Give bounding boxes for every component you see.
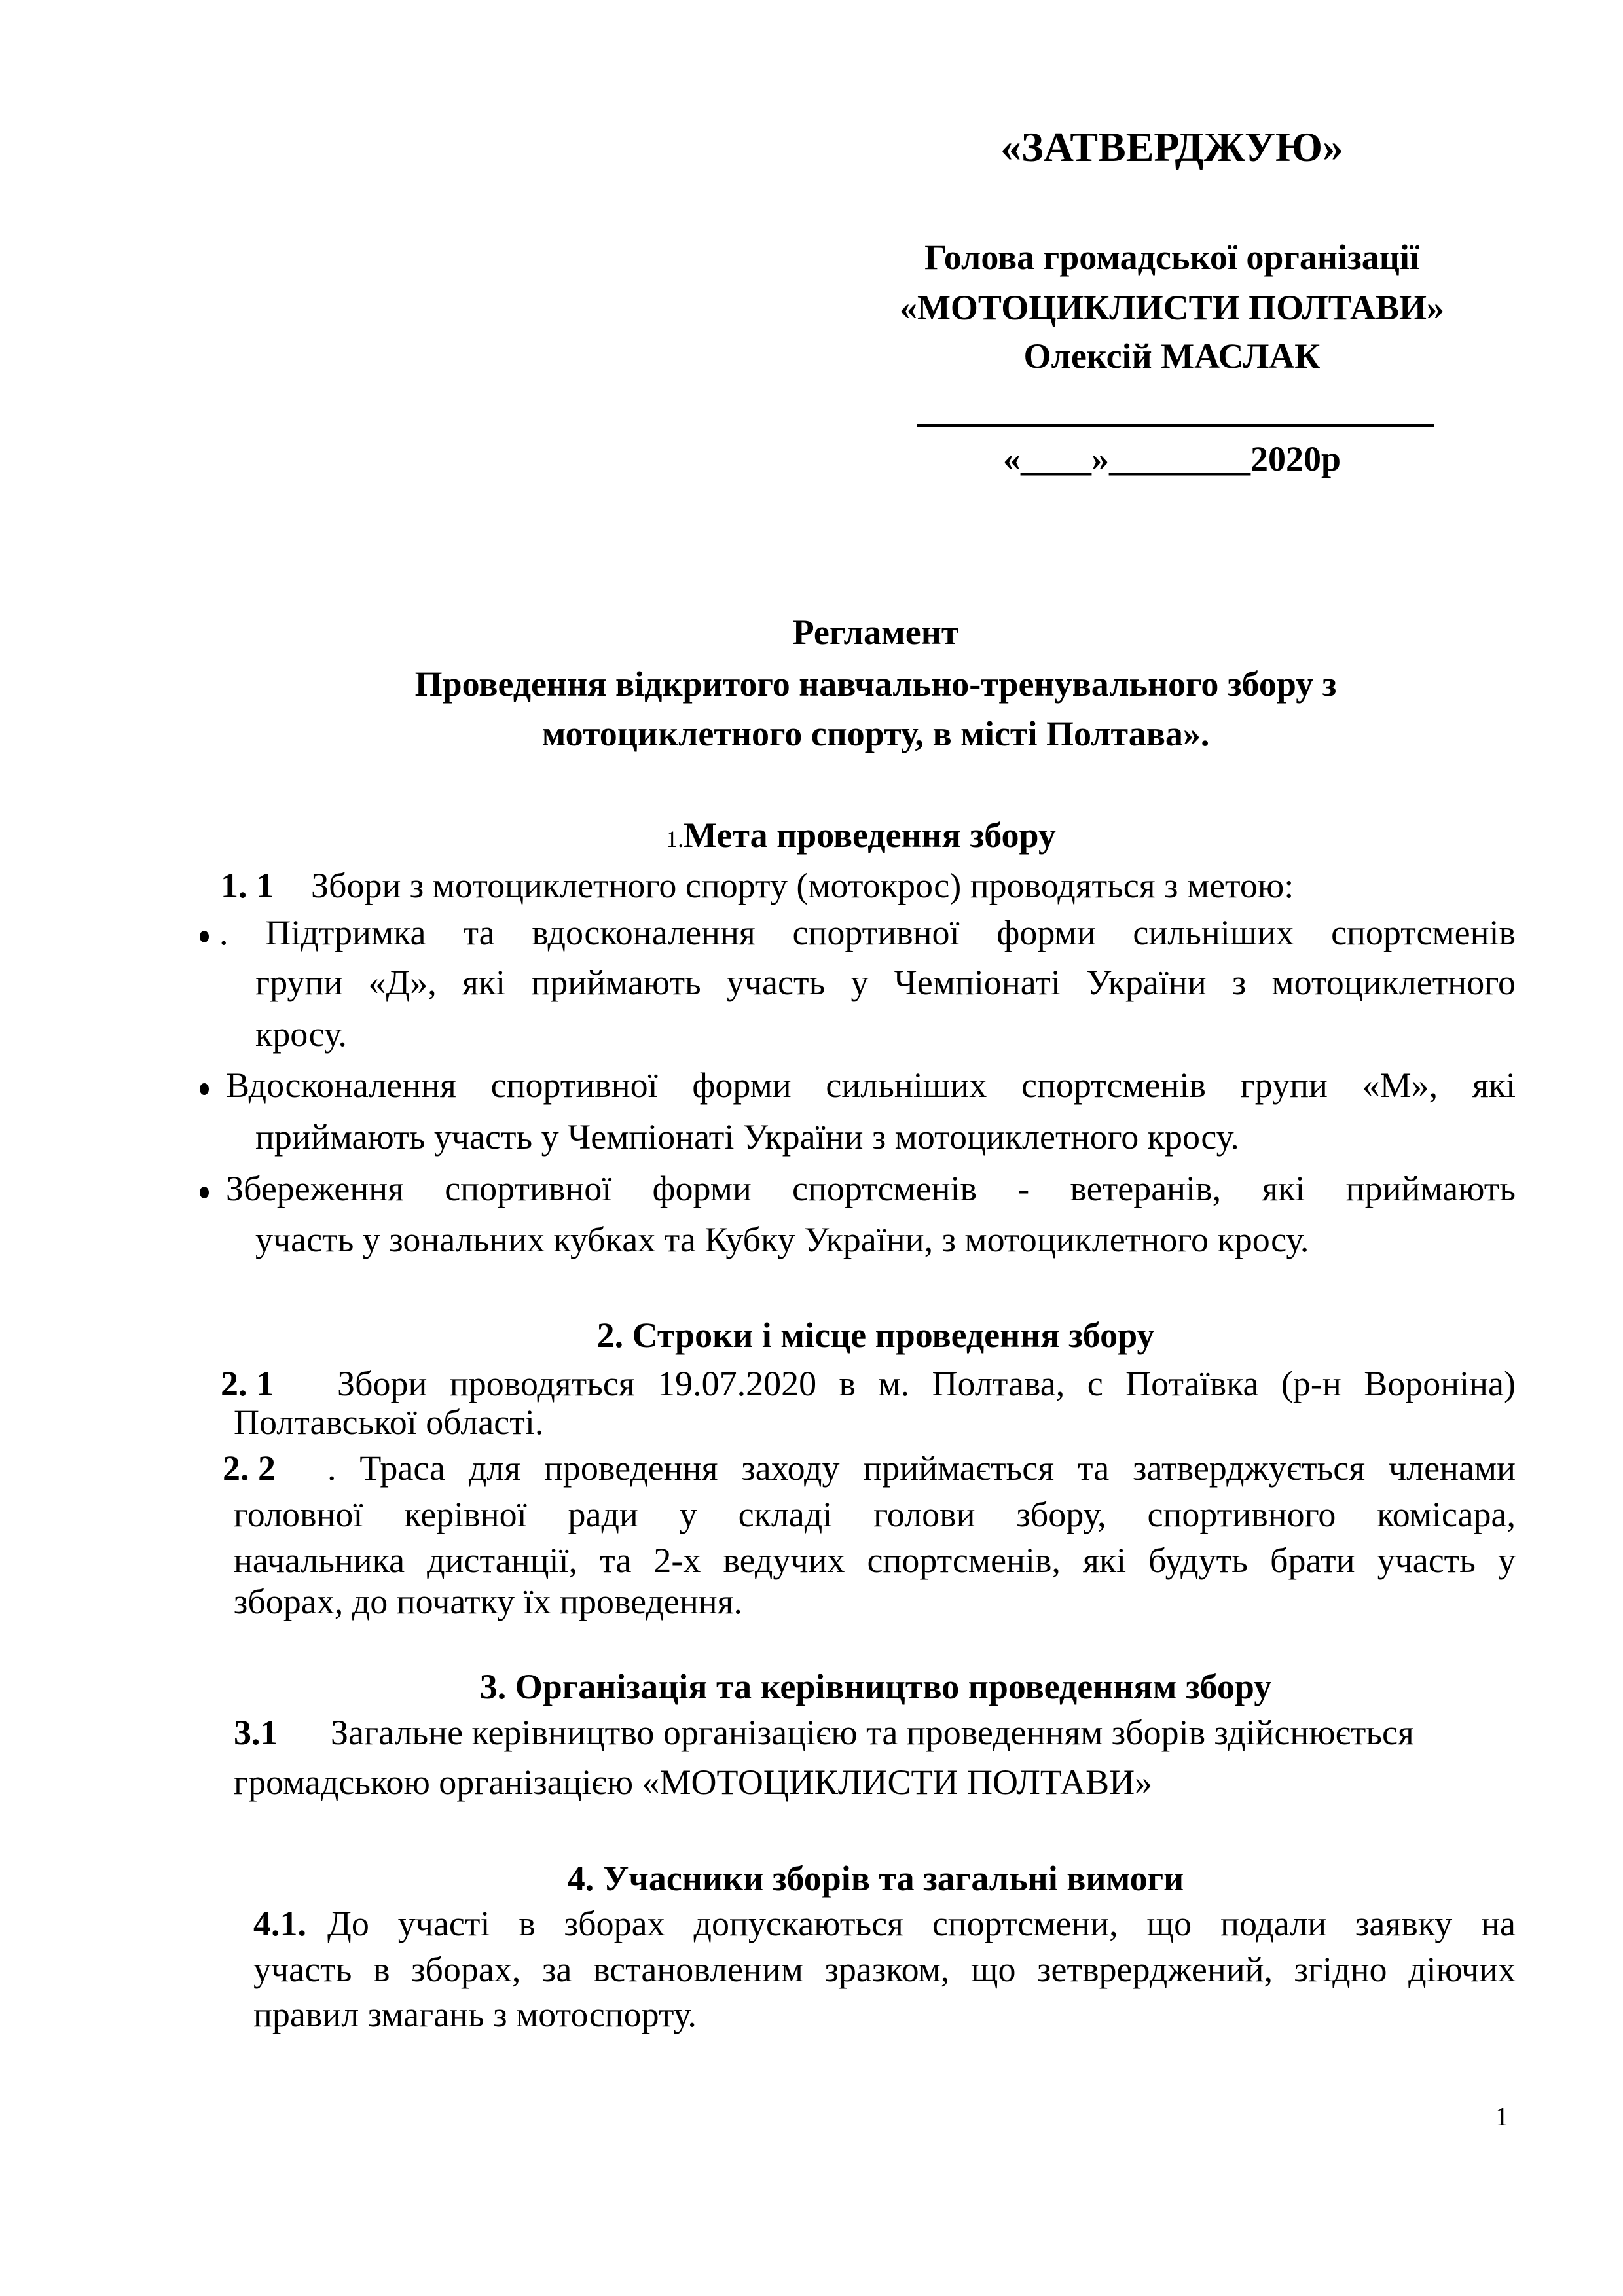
paragraph-2-2-line-4: зборах, до початку їх проведення. (234, 1582, 742, 1621)
paragraph-2-2-number: 2. 2 (223, 1448, 276, 1488)
bullet-1-line-2: групи «Д», які приймають участь у Чемпіонаті України з мотоциклетного (255, 963, 1516, 1002)
document-subtitle-2: мотоциклетного спорту, в місті Полтава». (541, 714, 1210, 753)
bullet-2-line-1: Вдосконалення спортивної форми сильніших спортсменів групи «М», які (226, 1066, 1516, 1105)
document-subtitle-1: Проведення відкритого навчально-тренувального збору з (414, 664, 1337, 704)
paragraph-2-1-line-2: Полтавської області. (234, 1403, 544, 1442)
section-4-heading: 4. Учасники зборів та загальні вимоги (567, 1859, 1184, 1898)
paragraph-1-1-number: 1. 1 (221, 866, 274, 905)
section-1-title: Мета проведення збору (684, 816, 1056, 855)
section-1-heading (196, 810, 1525, 861)
paragraph-4-1-number: 4.1. (253, 1904, 306, 1943)
approval-organization: «МОТОЦИКЛИСТИ ПОЛТАВИ» (899, 288, 1445, 327)
section-1-number: 1. (666, 826, 684, 852)
bullet-icon (200, 907, 214, 958)
bullet-1-line-1: . Підтримка та вдосконалення спортивної форми сильніших спортсменів (219, 913, 1516, 952)
paragraph-3-1-number: 3.1 (234, 1713, 278, 1752)
paragraph-2-2-line-1: . Траса для проведення заходу приймається та затверджується членами (327, 1448, 1516, 1488)
approval-title: «ЗАТВЕРДЖУЮ» (1000, 124, 1344, 170)
approval-name: Олексій МАСЛАК (1023, 336, 1321, 376)
paragraph-4-1-line-1: До участі в зборах допускаються спортсмени, що подали заявку на (327, 1904, 1516, 1943)
paragraph-2-2-line-3: начальника дистанції, та 2-х ведучих спортсменів, які будуть брати участь у (234, 1541, 1516, 1580)
section-3-heading: 3. Організація та керівництво проведенням збору (479, 1667, 1272, 1706)
approval-position: Голова громадської організації (924, 238, 1419, 277)
bullet-3-line-2: участь у зональних кубках та Кубку України, з мотоциклетного кросу. (255, 1220, 1309, 1259)
paragraph-3-1-line-1: Загальне керівництво організацією та проведенням зборів здійснюється (331, 1713, 1414, 1752)
paragraph-2-1-line-1: Збори проводяться 19.07.2020 в м. Полтава, с Потаївка (р-н Вороніна) (337, 1364, 1516, 1403)
bullet-icon (200, 1163, 214, 1214)
document-title: Регламент (792, 613, 959, 652)
paragraph-3-1-line-2: громадською організацією «МОТОЦИКЛИСТИ ПОЛТАВИ» (234, 1763, 1153, 1802)
section-2-heading: 2. Строки і місце проведення збору (596, 1316, 1155, 1355)
paragraph-2-2-line-2: головної керівної ради у складі голови збору, спортивного комісара, (234, 1495, 1516, 1534)
bullet-2-line-2: приймають участь у Чемпіонаті України з мотоциклетного кросу. (255, 1117, 1239, 1157)
bullet-1-line-3: кросу. (255, 1014, 347, 1054)
paragraph-2-1-number: 2. 1 (221, 1364, 274, 1403)
page-number: 1 (1495, 2102, 1508, 2131)
paragraph-1-1-text: Збори з мотоциклетного спорту (мотокрос) проводяться з метою: (311, 866, 1294, 905)
paragraph-4-1-line-3: правил змагань з мотоспорту. (253, 1995, 697, 2034)
approval-date: «____»________2020р (1002, 439, 1341, 478)
signature-line (917, 424, 1434, 427)
bullet-3-line-1: Збереження спортивної форми спортсменів - ветеранів, які приймають (226, 1169, 1516, 1208)
bullet-icon (200, 1060, 214, 1111)
paragraph-4-1-line-2: участь в зборах, за встановленим зразком, що зетврерджений, згідно діючих (253, 1950, 1516, 1989)
